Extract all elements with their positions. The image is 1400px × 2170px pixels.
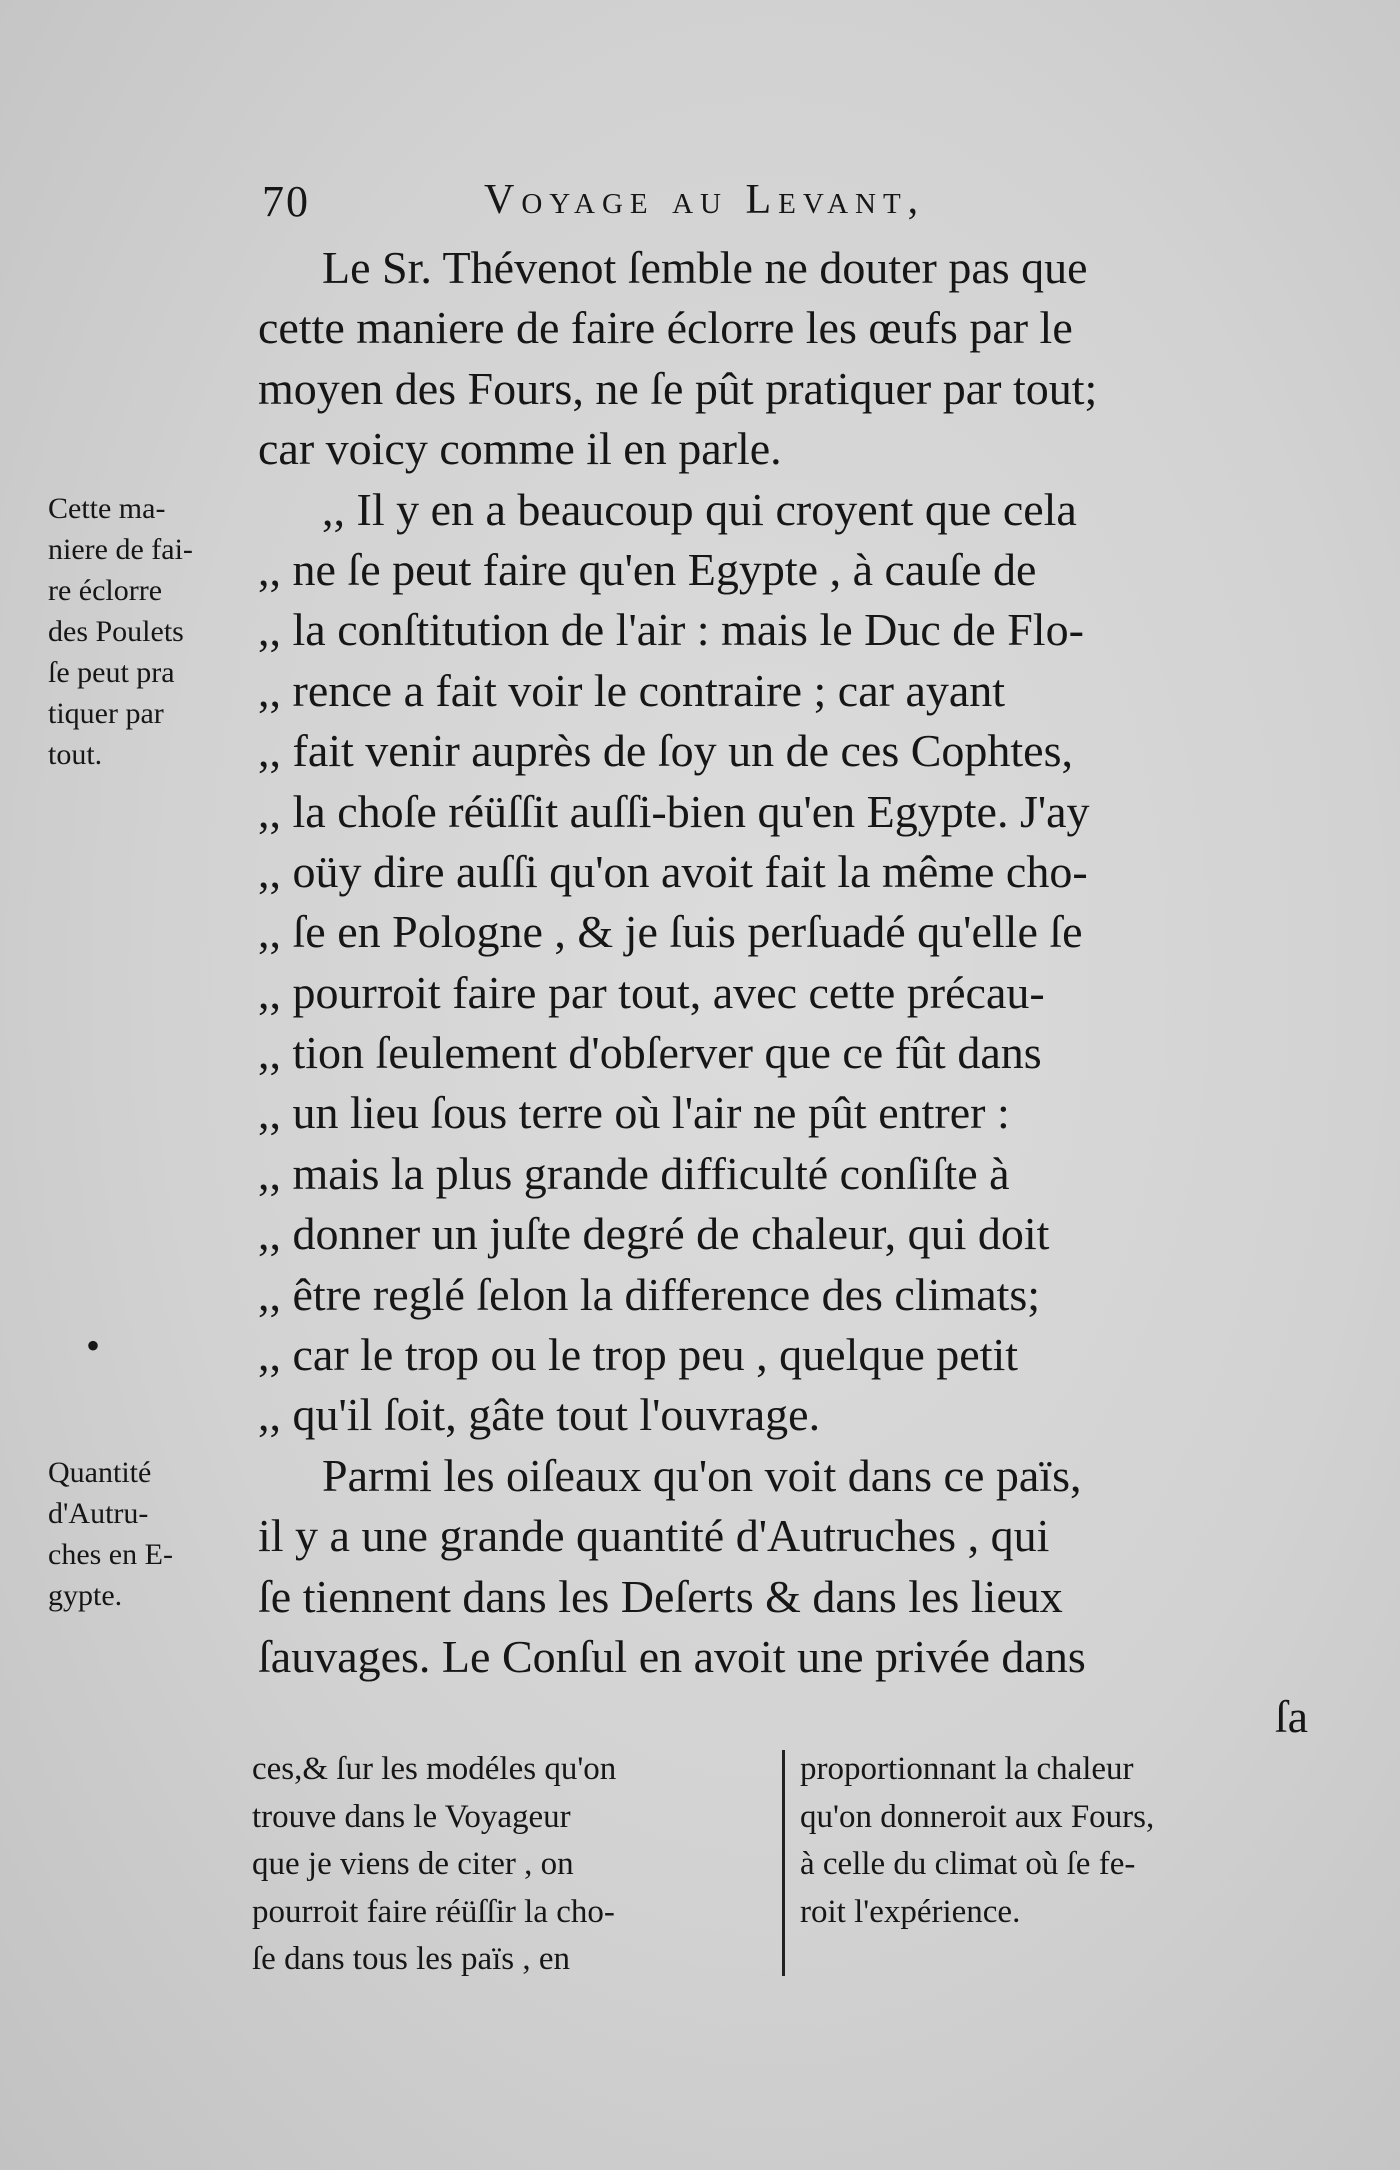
margin-bullet: •: [86, 1323, 101, 1368]
text-line: ſe tiennent dans les Deſerts & dans les lieux: [258, 1570, 1063, 1622]
text-line: moyen des Fours, ne ſe pût pratiquer par tout;: [258, 362, 1098, 414]
page-header: [262, 176, 1312, 236]
margin-note-line: re éclorre: [48, 574, 163, 607]
text-line: ,, rence a fait voir le contraire ; car ayant: [258, 664, 1006, 716]
footnote-line: ſe dans tous les païs , en: [252, 1941, 571, 1977]
text-line: ,, un lieu ſous terre où l'air ne pût entrer :: [258, 1087, 1010, 1139]
page-number: 70: [262, 177, 310, 226]
margin-note-line: ches en E-: [48, 1538, 173, 1571]
text-line: cette maniere de faire éclorre les œufs par le: [258, 302, 1073, 354]
margin-note-incubation: [48, 488, 253, 775]
footnote-line: ces,& ſur les modéles qu'on: [252, 1751, 617, 1787]
text-line: ,, fait venir auprès de ſoy un de ces Cophtes,: [258, 725, 1073, 777]
text-line: ,, ne ſe peut faire qu'en Egypte , à cauſe de: [258, 543, 1037, 595]
catchword: ſa: [1274, 1691, 1308, 1743]
footnote-line: trouve dans le Voyageur: [252, 1798, 571, 1835]
text-line: ,, Il y en a beaucoup qui croyent que cela: [322, 483, 1077, 535]
text-line: Le Sr. Thévenot ſemble ne douter pas que: [322, 242, 1088, 293]
footnote-column-right: [800, 1746, 1312, 1936]
text-line: ,, qu'il ſoit, gâte tout l'ouvrage.: [258, 1389, 821, 1441]
footnote-column-left: [252, 1746, 772, 1984]
footnote-block: [252, 1746, 1312, 1976]
margin-note-ostriches: [48, 1452, 253, 1616]
main-text: [258, 238, 1318, 1748]
text-line: ſauvages. Le Conſul en avoit une privée dans: [258, 1630, 1086, 1682]
text-line: Parmi les oiſeaux qu'on voit dans ce païs,: [322, 1449, 1082, 1501]
footnote-line: que je viens de citer , on: [252, 1846, 574, 1882]
footnote-line: à celle du climat où ſe fe-: [800, 1846, 1136, 1882]
text-line: ,, être reglé ſelon la difference des climats;: [258, 1268, 1041, 1320]
margin-note-line: tiquer par: [48, 697, 164, 730]
footnote-line: qu'on donneroit aux Fours,: [800, 1798, 1155, 1835]
column-divider: [782, 1750, 785, 1976]
margin-note-line: Cette ma-: [48, 492, 166, 525]
text-line: ,, la choſe réüſſit auſſi-bien qu'en Egypte. J'ay: [258, 785, 1090, 837]
footnote-line: proportionnant la chaleur: [800, 1751, 1134, 1787]
margin-note-line: tout.: [48, 738, 103, 771]
footnote-line: pourroit faire réüſſir la cho-: [252, 1893, 615, 1930]
text-line: ,, oüy dire auſſi qu'on avoit fait la même cho-: [258, 845, 1088, 897]
margin-note-line: gypte.: [48, 1579, 123, 1612]
text-line: ,, la conſtitution de l'air : mais le Duc de Flo-: [258, 604, 1084, 656]
running-title: Voyage au Levant,: [484, 177, 926, 223]
text-line: ,, mais la plus grande difficulté conſiſte à: [258, 1147, 1010, 1199]
margin-note-line: des Poulets: [48, 615, 184, 648]
text-line: ,, donner un juſte degré de chaleur, qui doit: [258, 1208, 1050, 1260]
footnote-line: roit l'expérience.: [800, 1893, 1021, 1930]
text-line: ,, tion ſeulement d'obſerver que ce fût dans: [258, 1027, 1042, 1079]
margin-note-line: d'Autru-: [48, 1497, 149, 1530]
text-line: ,, car le trop ou le trop peu , quelque petit: [258, 1329, 1019, 1381]
text-line: il y a une grande quantité d'Autruches , qui: [258, 1510, 1050, 1562]
margin-note-line: Quantité: [48, 1456, 152, 1489]
margin-note-line: niere de fai-: [48, 533, 193, 566]
text-line: ,, ſe en Pologne , & je ſuis perſuadé qu'elle ſe: [258, 906, 1083, 958]
text-line: ,, pourroit faire par tout, avec cette précau-: [258, 966, 1045, 1018]
text-line: car voicy comme il en parle.: [258, 423, 782, 475]
margin-note-line: ſe peut pra: [48, 656, 175, 689]
